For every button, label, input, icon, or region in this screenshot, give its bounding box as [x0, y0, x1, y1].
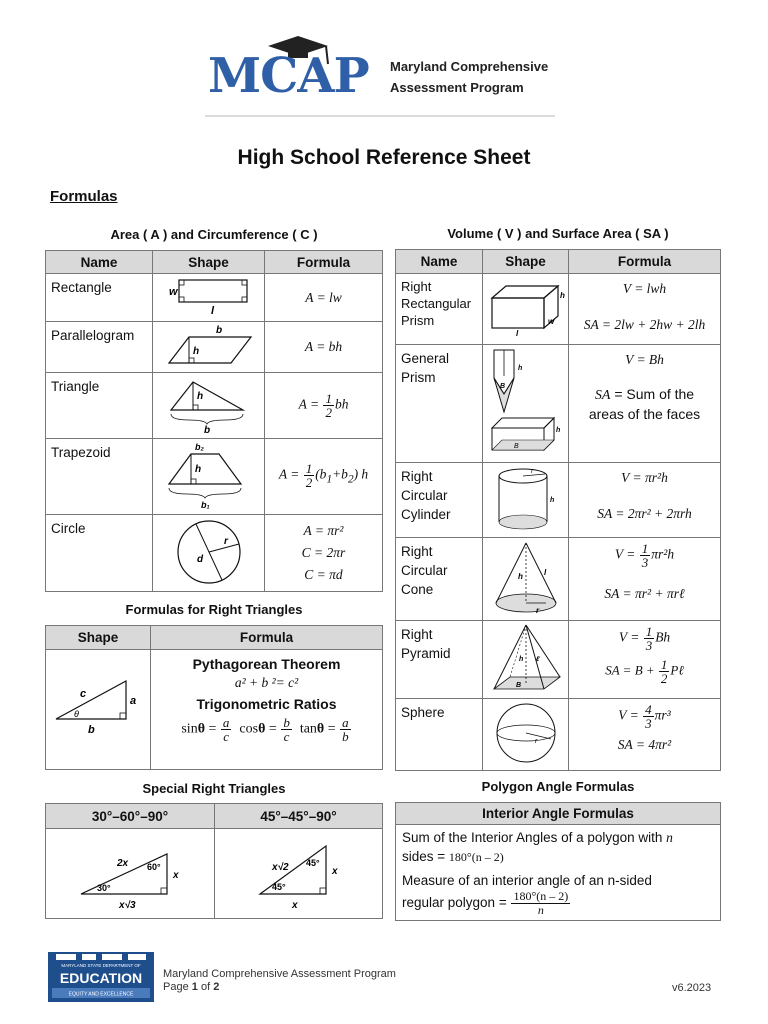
rt-header-formula: Formula — [151, 626, 383, 650]
row-name: Right Rectangular Prism — [396, 274, 483, 345]
area-section-title: Area ( A ) and Circumference ( C ) — [110, 227, 318, 242]
svg-text:h: h — [194, 464, 201, 475]
cylinder-volume: V = πr²h — [621, 470, 668, 485]
svg-text:l: l — [515, 328, 518, 336]
table-row — [46, 322, 383, 373]
table-row — [396, 825, 721, 921]
msde-logo — [48, 952, 154, 1002]
svg-text:B: B — [499, 383, 505, 390]
pythagorean-formula: a² + b ²= c² — [234, 675, 299, 690]
footer-version: v6.2023 — [672, 982, 712, 994]
right-triangle-diagram — [46, 650, 151, 770]
row-name: Trapezoid — [46, 439, 153, 515]
row-name: Rectangle — [46, 274, 153, 322]
svg-text:h: h — [196, 391, 203, 402]
triangle-diagram — [153, 373, 265, 439]
row-name: Sphere — [396, 699, 483, 771]
general-prism-diagram — [483, 345, 569, 463]
table-row — [46, 829, 383, 919]
footer-text — [163, 968, 396, 994]
svg-text:ℓ: ℓ — [535, 656, 540, 663]
svg-text:h: h — [192, 345, 199, 357]
logo-line3: EQUITY AND EXCELLENCE — [68, 991, 134, 998]
logo-subtitle-line2: Assessment Program — [390, 80, 524, 95]
svg-text:45°: 45° — [271, 882, 286, 892]
cone-volume: V = $\frac{1}{3}$ πr²h — [614, 541, 675, 570]
svg-text:l: l — [210, 305, 214, 317]
row-name: Right Circular Cone — [396, 538, 483, 621]
svg-text:r: r — [223, 535, 228, 547]
special-triangles-title: Special Right Triangles — [142, 781, 286, 796]
svg-text:60°: 60° — [147, 862, 161, 872]
area-header-shape: Shape — [153, 251, 265, 274]
trig-title: Trigonometric Ratios — [196, 696, 337, 712]
sphere-volume: V = $\frac{4}{3}$ πr³ — [618, 702, 671, 731]
logo-subtitle-line1: Maryland Comprehensive — [390, 59, 549, 74]
polygon-content — [396, 825, 721, 921]
svg-text:B: B — [513, 443, 519, 450]
sphere-formulas — [569, 699, 721, 771]
svg-text:b₂: b₂ — [194, 442, 204, 452]
footer-program: Maryland Comprehensive Assessment Program — [163, 968, 396, 980]
pythagorean-title: Pythagorean Theorem — [192, 656, 341, 672]
svg-text:h: h — [559, 290, 565, 300]
table-row — [46, 274, 383, 322]
cone-diagram — [483, 538, 569, 621]
table-row — [396, 274, 721, 345]
volume-section-title: Volume ( V ) and Surface Area ( SA ) — [447, 226, 669, 241]
cone-formulas — [569, 538, 721, 621]
right-triangles-table — [45, 625, 383, 770]
triangle-formula: A = $\frac{1}{2}$ bh — [265, 373, 383, 439]
polygon-line1: Sum of the Interior Angles of a polygon with n — [402, 830, 673, 845]
trapezoid-diagram — [153, 439, 265, 515]
rectangle-diagram — [153, 274, 265, 322]
cylinder-diagram — [483, 463, 569, 538]
trig-formulas: sinθ = $\frac{a}{c}$ cosθ = $\frac{b}{c}$ tanθ = $\frac{a}{b}$ — [181, 715, 349, 744]
right-triangles-title: Formulas for Right Triangles — [125, 602, 303, 617]
row-name: Right Pyramid — [396, 621, 483, 699]
area-header-formula: Formula — [265, 251, 383, 274]
table-row — [396, 345, 721, 463]
header-divider — [205, 115, 555, 117]
table-row — [46, 650, 383, 770]
svg-text:r: r — [535, 605, 539, 615]
svg-text:h: h — [549, 496, 554, 504]
right-triangle-formulas — [151, 650, 383, 770]
row-name: Triangle — [46, 373, 153, 439]
circle-diagram — [153, 515, 265, 592]
footer-page: Page 1 of 2 — [163, 981, 220, 993]
table-row — [46, 515, 383, 592]
prism-formulas — [569, 274, 721, 345]
volume-table — [395, 249, 721, 771]
triangle-45-45-90-diagram — [215, 829, 383, 919]
rt-header-shape: Shape — [46, 626, 151, 650]
svg-text:x: x — [173, 870, 179, 881]
cylinder-formulas — [569, 463, 721, 538]
table-row — [396, 463, 721, 538]
svg-text:c: c — [80, 688, 87, 700]
table-row — [396, 699, 721, 771]
special-header-45-45-90: 45°–45°–90° — [215, 804, 383, 829]
polygon-section-title: Polygon Angle Formulas — [481, 779, 635, 794]
svg-text:r: r — [534, 738, 537, 745]
svg-text:b₁: b₁ — [200, 500, 210, 510]
svg-text:x: x — [331, 866, 338, 877]
table-row — [396, 538, 721, 621]
pyramid-surface-area: SA = B + $\frac{1}{2}$ Pℓ — [605, 657, 684, 686]
sphere-surface-area: SA = 4πr² — [617, 737, 672, 752]
volume-header-formula: Formula — [569, 250, 721, 274]
general-prism-surface-area: SA = Sum of the areas of the faces — [588, 386, 701, 422]
svg-text:r: r — [530, 467, 533, 475]
svg-text:x√2: x√2 — [271, 862, 289, 873]
logo-line1: MARYLAND STATE DEPARTMENT OF — [61, 963, 141, 968]
polygon-line4: regular polygon = $\frac{180^\circ(n - 2)}{n}$ — [402, 889, 569, 917]
pyramid-volume: V = $\frac{1}{3}$ Bh — [618, 624, 671, 653]
sa-sum-text: = Sum of the — [614, 386, 695, 402]
svg-text:45°: 45° — [305, 858, 320, 868]
svg-text:h: h — [518, 656, 523, 663]
volume-header-shape: Shape — [483, 250, 569, 274]
sphere-diagram — [483, 699, 569, 771]
svg-text:h: h — [555, 427, 560, 434]
pyramid-formulas — [569, 621, 721, 699]
svg-text:x√3: x√3 — [119, 900, 136, 911]
trapezoid-formula: A = $\frac{1}{2}$ $(b_1+b_2)$ h — [265, 439, 383, 515]
polygon-header: Interior Angle Formulas — [396, 803, 721, 825]
svg-text:l: l — [543, 567, 546, 577]
logo-subtitle — [390, 56, 548, 98]
row-name: General Prism — [396, 345, 483, 463]
svg-text:B: B — [515, 682, 521, 689]
prism-volume: V = lwh — [622, 281, 667, 296]
triangle-30-60-90-diagram — [46, 829, 215, 919]
special-header-30-60-90: 30°–60°–90° — [46, 804, 215, 829]
circle-formula — [265, 515, 383, 592]
polygon-table — [395, 802, 721, 921]
svg-text:w: w — [168, 286, 178, 298]
prism-surface-area: SA = 2lw + 2hw + 2lh — [583, 317, 706, 332]
circle-circumference-r: C = 2πr — [301, 545, 346, 560]
table-row — [396, 621, 721, 699]
pyramid-diagram — [483, 621, 569, 699]
svg-text:x: x — [291, 900, 298, 911]
mcap-logo — [208, 48, 369, 104]
svg-text:b: b — [203, 425, 210, 434]
svg-text:b: b — [88, 724, 95, 736]
svg-text:w: w — [547, 316, 554, 326]
polygon-line3: Measure of an interior angle of an n-sided — [402, 873, 652, 888]
table-row — [46, 439, 383, 515]
circle-area: A = πr² — [303, 523, 344, 538]
svg-text:h: h — [517, 365, 522, 372]
page-title: High School Reference Sheet — [237, 146, 531, 169]
svg-text:a: a — [130, 695, 137, 707]
volume-header-name: Name — [396, 250, 483, 274]
row-name: Circle — [46, 515, 153, 592]
cylinder-surface-area: SA = 2πr² + 2πrh — [597, 506, 692, 521]
cone-surface-area: SA = πr² + πrℓ — [604, 586, 685, 601]
svg-text:θ: θ — [74, 709, 79, 719]
formulas-heading: Formulas — [50, 188, 118, 205]
area-table — [45, 250, 383, 592]
rectangular-prism-diagram — [483, 274, 569, 345]
sa-sum-text-2: areas of the faces — [588, 406, 701, 422]
rectangle-formula: A = lw — [265, 274, 383, 322]
polygon-line2: sides = 180°(n – 2) — [402, 849, 504, 864]
logo-line2: EDUCATION — [59, 970, 143, 986]
logo-word: MCAP — [208, 48, 369, 104]
parallelogram-formula: A = bh — [265, 322, 383, 373]
area-header-name: Name — [46, 251, 153, 274]
special-triangles-table — [45, 803, 383, 919]
general-prism-formulas — [569, 345, 721, 463]
svg-text:30°: 30° — [97, 883, 111, 893]
svg-text:d: d — [196, 553, 203, 565]
general-prism-volume: V = Bh — [625, 352, 664, 367]
svg-text:b: b — [215, 324, 222, 336]
parallelogram-diagram — [153, 322, 265, 373]
svg-text:2x: 2x — [117, 858, 129, 869]
row-name: Right Circular Cylinder — [396, 463, 483, 538]
circle-circumference-d: C = πd — [304, 567, 343, 582]
svg-text:h: h — [517, 571, 523, 581]
row-name: Parallelogram — [46, 322, 153, 373]
table-row — [46, 373, 383, 439]
